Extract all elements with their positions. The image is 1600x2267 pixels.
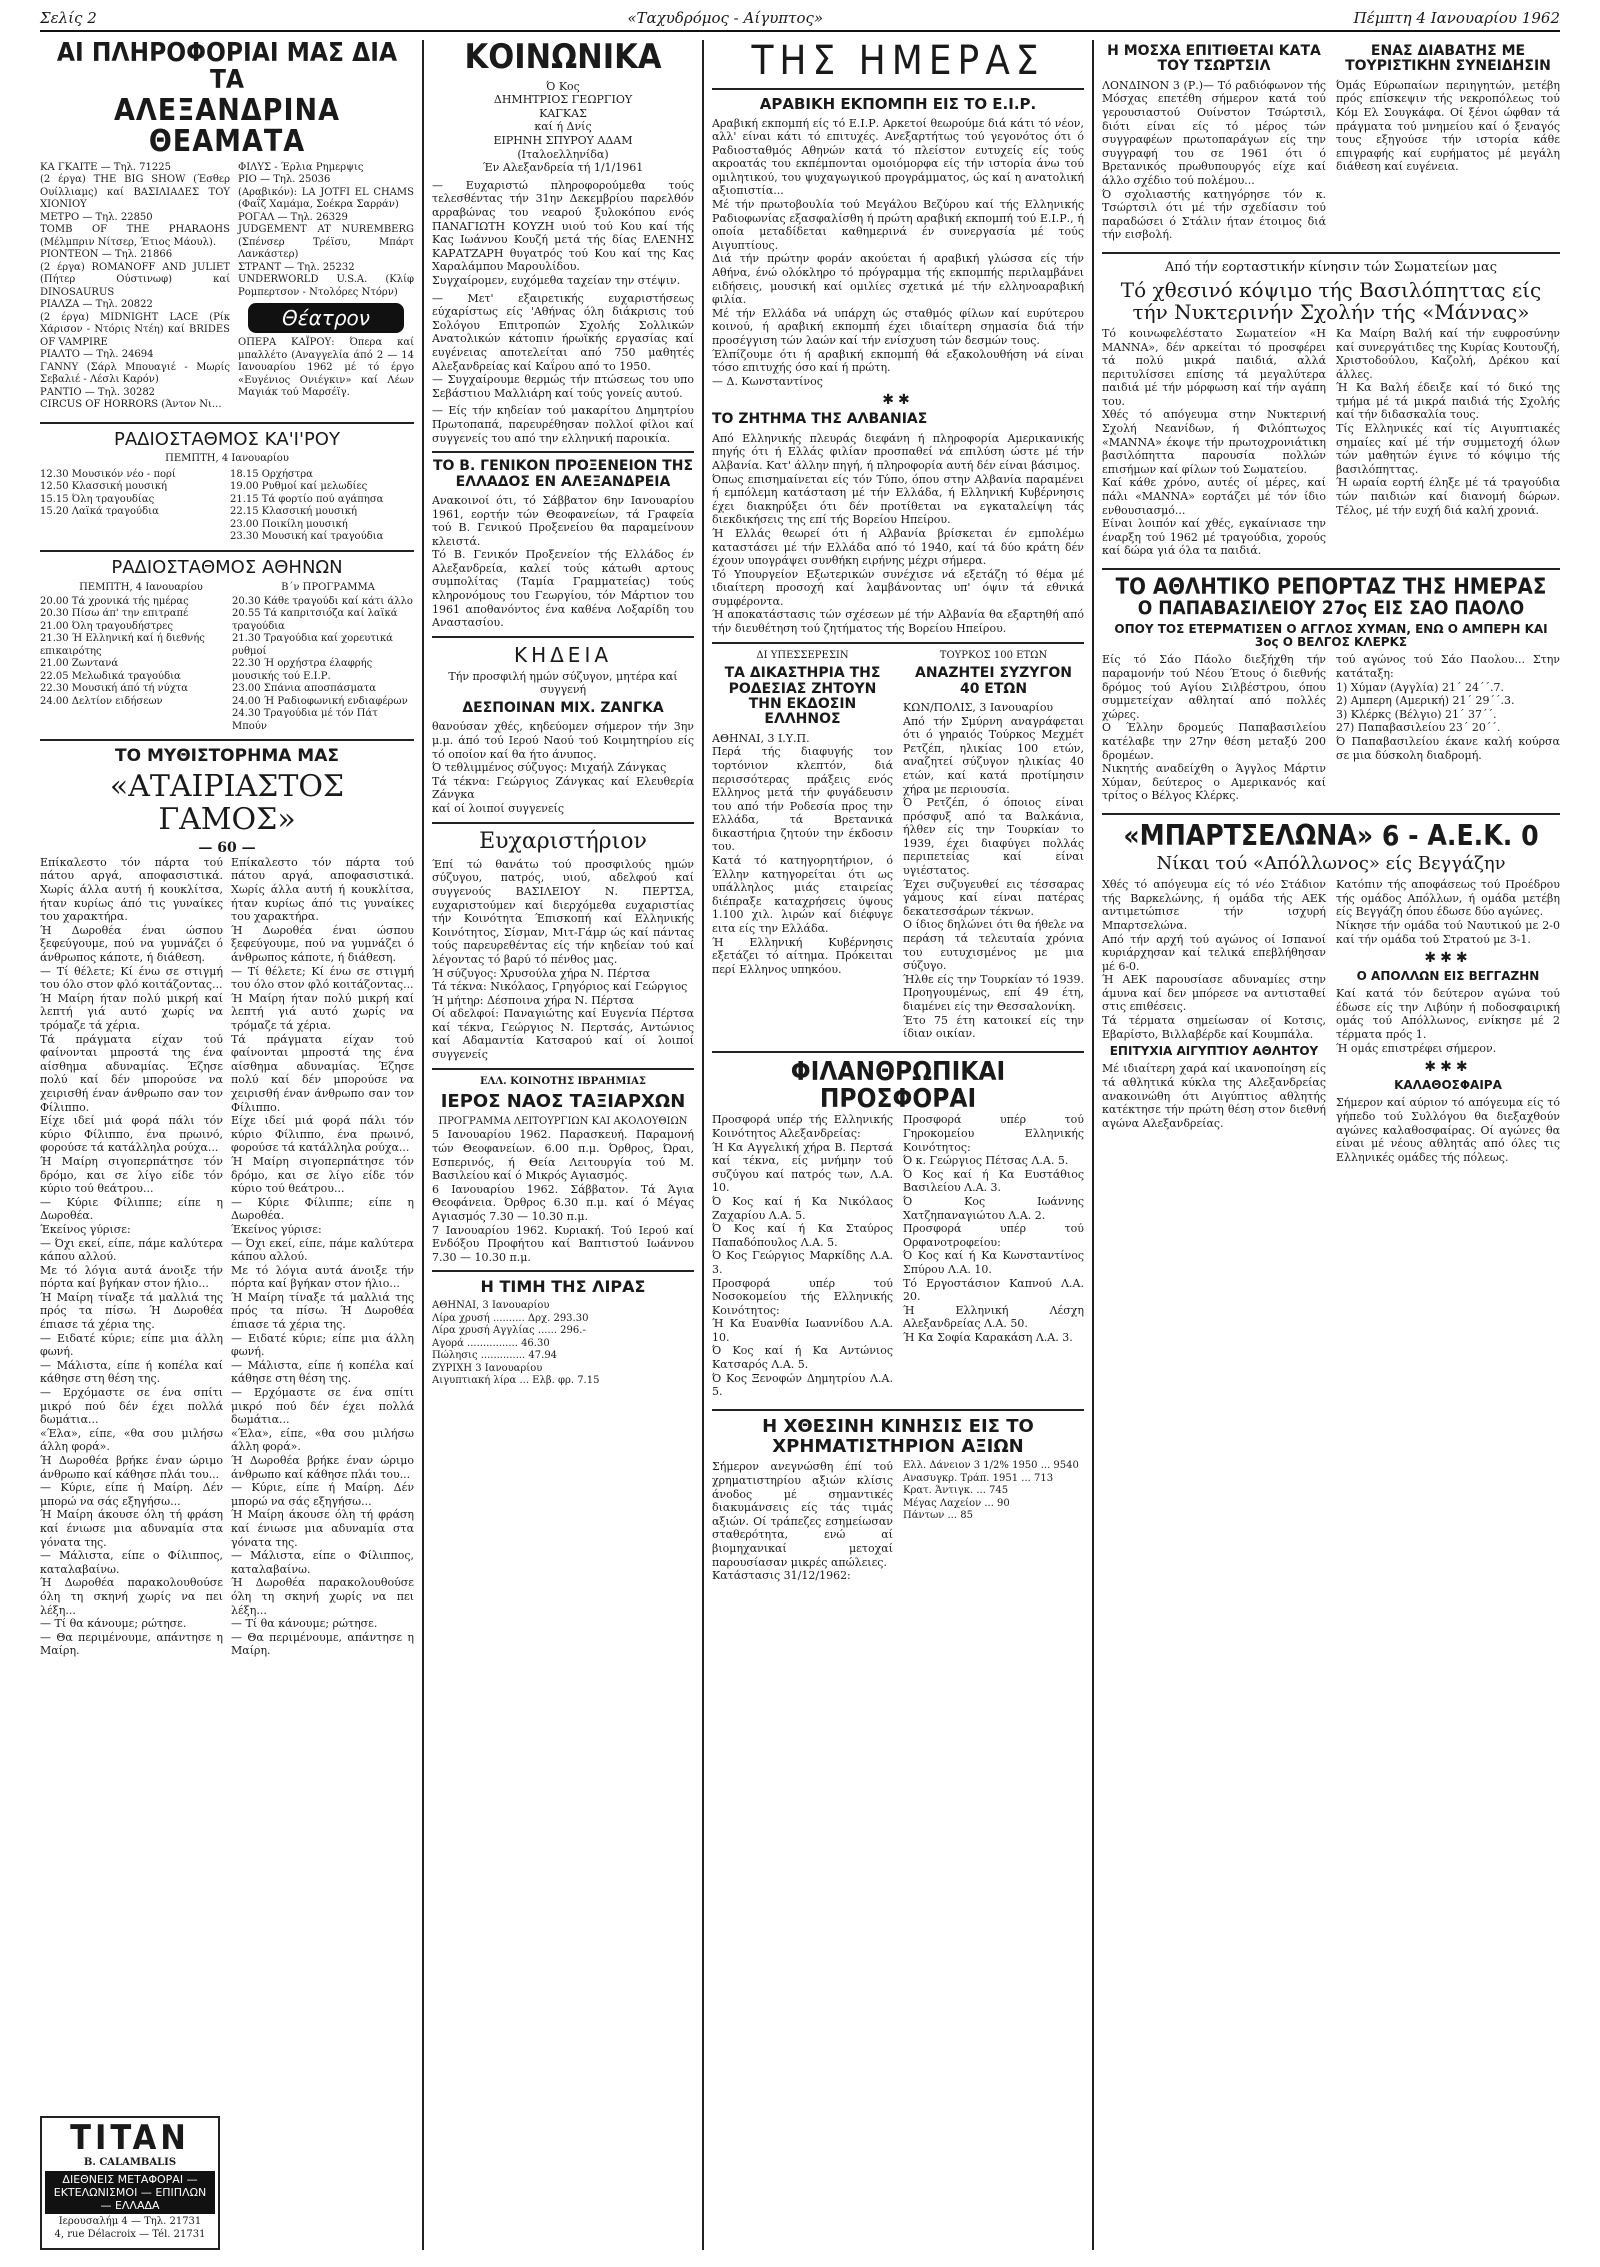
stock-table: Ελλ. Δάνειον 3 1/2% 1950 ... 9540 Ανασυγκρ. Τράπ. 1951 ... 713 Κρατ. Άντιγκ. ... 745 Μέγας Λαχείον ... 90 Πάντων ... 85 bbox=[903, 1460, 1079, 1522]
radio-athens-sub: Β΄ν ΠΡΟΓΡΑΜΜΑ bbox=[281, 581, 375, 593]
column-2 bbox=[432, 40, 694, 2250]
manna-headline: Τό χθεσινό κόψιμο τής Βασιλόπηττας είς τήν Νυκτερινήν Σχολήν τής «Μάννας» bbox=[1120, 277, 1542, 324]
consulate-text: Ανακοινοί ότι, τό Σάββατον 6ην Ιανουαρίου 1961, εορτήν τών Θεοφανείων, τά Γραφεία τού Β. Γενικού Προξενείου θα παραμείνουν κλειστά. Τό Β. Γενικόν Προξενείον τής Ελλάδος έν Αλεξανδρεία, καλεί τούς κάτωθι αρτους συμπολίτας (Ταμία Γραμματείας) τούς κληρονόμους του Γεωργίου, τόν Μάρτιον του 1961 αποθανόντος ένα καθένα Λοξαρίδη του Αναστασίου. bbox=[432, 493, 694, 630]
moscow-text: ΛΟΝΔΙΝΟΝ 3 (Ρ.)— Τό ραδιόφωνον τής Μόσχας επετέθη σήμερον κατά τού γερουσιαστού Ουίνστον Τσώρτσιλ, διότι είναι είς τό μέρος τών συγγραφέων πρωτοπαράγων είς την συγγραφή του σε 1961 ότι ό Βρετανικός πρωθυπουργός είχε καί άλλο σχέδιο τού πολέμου... Ό σχολιαστής κατηγόρησε τόν κ. Τσώρτσιλ ότι μέ τήν σχεδίασιν τού παραδώσει ό Στάλιν ήταν έτοιμος διά τήν εισβολή. bbox=[1102, 78, 1326, 242]
pound-price-heading: Η ΤΙΜΗ ΤΗΣ ΛΙΡΑΣ bbox=[480, 1277, 646, 1297]
manna-pre-heading: Από τήν εορταστικήν κίνησιν τών Σωματείων μας bbox=[1164, 259, 1498, 275]
sport-text-right: τού αγώνος τού Σάο Παολου... Στην κατάταξη: 1) Χύμαν (Αγγλία) 21΄ 24΄΄.7. 2) Αμπερη (Αμερική) 21΄ 29΄΄.3. 3) Κλέρκς (Βέλγιο) 21΄ 37΄΄. 27) Παπαβασιλείου 23΄ 20΄΄. Ό Παπαβασιλείου έκανε καλή κούρσα σε μια δύσκολη διαδρομή. bbox=[1336, 653, 1560, 762]
radio-athens-left: 20.00 Τά χρονικά τής ημέρας 20.30 Πίσω άπ' την επιτραπέ 21.00 Όλη τραγουδήστρες 21.30 Ή Ελληνική καί ή διεθνής επικαιρότης 21.00 Ζωντανά 22.05 Μελωδικά τραγούδια 22.30 Μουσική άπό τή νύχτα 24.00 Δελτίον ειδήσεων bbox=[40, 595, 205, 707]
radio-athens-date: ΠΕΜΠΤΗ, 4 Ιανουαρίου bbox=[79, 581, 203, 593]
manna-text-right: Κα Μαίρη Βαλή καί τήν ευφροσύνην καί συνεργάτιδες της Κυρίας Κουτουζή, Χριστοδούλου, Καζολή, Δρέκου καί άλλες. Ή Κα Βαλή έδειξε καί τό δικό της τμήμα μέ τά μικρά παιδιά τής Σχολής καί τήν διδασκαλία τους. Τίς Ελληνικές καί τίς Αιγυπτιακές σημαίες καί μέ τήν συμμετοχή όλων τών μαθητών έγινε τό κόψιμο τής βασιλόπηττας. Ή ωραία εορτή έληξε μέ τά τραγούδια τών παιδιών καί διανομή δώρων. Τέλος, μέ τήν ευχή διά καλή χρονιά. bbox=[1336, 326, 1560, 517]
info-headline-2: ΑΛΕΞΑΝΔΡΙΝΑ ΘΕΑΜΑΤΑ bbox=[114, 92, 340, 160]
titan-logo: TITAN bbox=[70, 2117, 190, 2158]
barca-subheadline: Νίκαι τού «Απόλλωνος» είς Βεγγάζην bbox=[1156, 853, 1506, 875]
column-rule bbox=[422, 40, 424, 2250]
titan-ad bbox=[40, 2116, 220, 2250]
egypt-athlete-headline: ΕΠΙΤΥΧΙΑ ΑΙΓΥΠΤΙΟΥ ΑΘΛΗΤΟΥ bbox=[1109, 1044, 1319, 1059]
manna-text-left: Τό κοινωφελέστατο Σωματείον «Η ΜΑΝΝΑ», δέν αρκείται τό προσφέρει τά πολύ μικρά παιδιά, αλλά περιτυλίσσει επίσης τά μεγαλύτερα παιδιά μέ τήν μόρφωση καί τήν αγάπη του. Χθές τό απόγευμα στην Νυκτερινή Σχολή Νεανίδων, ή Φιλόπτωχος «ΜΑΝΝΑ» έκοψε τήν πρωτοχρονιάτικη βασιλόπηττα παρουσία πολλών επισήμων καί φίλων τού Σωματείου. Καί κάθε χρόνο, αυτές οί μέρες, καί πάλι «ΜΑΝΝΑ» εορτάζει μέ τόν ίδιο ενθουσιασμό... Είναι λοιπόν καί χθές, εγκαίνιασε την έναρξη τού 1962 μέ τραγούδια, χορούς καί δώρα γιά όλα τα παιδιά. bbox=[1102, 326, 1326, 558]
basketball-text: Σήμερον καί αύριον τό απόγευμα είς τό γήπεδο τού Συλλόγου θα διεξαχθούν αγώνες καλαθοσφαίρας. Οί αγώνες θα είναι μέ νέους αθλητάς από όλες τις Ελληνικές ομάδες τής πόλεως. bbox=[1336, 1096, 1560, 1164]
sport-headline: ΤΟ ΑΘΛΗΤΙΚΟ ΡΕΠΟΡΤΑΖ ΤΗΣ ΗΜΕΡΑΣ bbox=[1115, 575, 1547, 600]
church-subheading: ΠΡΟΓΡΑΜΜΑ ΛΕΙΤΟΥΡΓΙΩΝ ΚΑΙ ΑΚΟΛΟΥΘΙΩΝ bbox=[438, 1115, 688, 1127]
apollo-headline: Ο ΑΠΟΛΛΩΝ ΕΙΣ ΒΕΓΓΑΖΗΝ bbox=[1356, 969, 1540, 984]
column-1 bbox=[40, 40, 414, 2250]
radio-athens-heading: ΡΑΔΙΟΣΤΑΘΜΟΣ ΑΘΗΝΩΝ bbox=[111, 556, 343, 578]
social-heading: ΚΟΙΝΩΝΙΚΑ bbox=[464, 40, 662, 77]
paper-name: «Ταχυδρόμος - Αίγυπτος» bbox=[627, 9, 824, 27]
radio-cairo-heading: ΡΑΔΙΟΣΤΑΘΜΟΣ ΚΑ'Ι'ΡΟΥ bbox=[114, 428, 340, 450]
issue-date: Πέμπτη 4 Ιανουαρίου 1962 bbox=[1353, 9, 1560, 27]
barca-headline: «ΜΠΑΡΤΣΕΛΩΝΑ» 6 - Α.Ε.Κ. 0 bbox=[1123, 818, 1539, 852]
opera-notice: ΟΠΕΡΑ ΚΑΪΡΟΥ: Όπερα καί μπαλλέτο (Αναγγελία άπό 2 — 14 Ιανουαρίου 1962 μέ τό έργο «Ευγένιος Ονιέγκιν» καί Λέων Μαγιάκ τού Μαρσέϊγ. bbox=[238, 337, 414, 399]
albania-text: Από Ελληνικής πλευράς διεφάνη ή πληροφορία Αμερικανικής πηγής ότι ή Ελλάς φιλίαν προσπαθεί νά επιλύση ώστε μέ τήν Αλβανία. Κατ' άλλην πηγή, ή πληροφορία αυτή δέν είναι βάσιμος. Όπως επισημαίνεται είς τόν Τύπο, όπου στην Αλβανία παραμένει ή εμπόλεμη κατάσταση μέ τήν Ελλάδα, ή Ελληνική Κυβέρνησις έχει διακηρύξει ότι δέν προτίθεται να εγκαταλείψη τάς διεκδικήσεις της επί τής Βορείου Ηπείρου. Ή Ελλάς θεωρεί ότι ή Αλβανία βρίσκεται έν εμπολέμω καταστάσει μέ τήν Ελλάδα από τό 1940, καί τά δύο κράτη δέν έχουν υπογράψει συνθήκη ειρήνης μέχρι σήμερα. Τό Υπουργείον Εξωτερικών συνέχισε νά εξετάζη τό θέμα μέ ιδιαίτερη προσοχή καί λαμβάνοντας υπ' όψιν τά εθνικά συμφέροντα. Ή αποκατάστασις τών σχέσεων μέ τήν Αλβανία θα εξαρτηθή από τήν διευθέτηση τού ζητήματος τής Βορείου Ηπείρου. bbox=[712, 431, 1084, 636]
charity-text-left: Προσφορά υπέρ τής Ελληνικής Κοινότητος Αλεξανδρείας: Ή Κα Αγγελική χήρα Β. Περτσά καί τέκνα, είς μνήμην τού συζύγου καί πατρός των, Λ.Α. 10. Ό Κος καί ή Κα Νικόλαος Ζαχαρίου Λ.Α. 5. Ό Κος καί ή Κα Σταύρος Παπαδόπουλος Λ.Α. 5. Ό Κος Γεώργιος Μαρκίδης Λ.Α. 3. Προσφορά υπέρ τού Νοσοκομείου τής Ελληνικής Κοινότητος: Ή Κα Ευανθία Ιωαννίδου Λ.Α. 10. Ό Κος καί ή Κα Αντώνιος Κατσαρός Λ.Α. 5. Ό Κος Ξενοφών Δημητρίου Λ.Α. 5. bbox=[712, 1113, 893, 1399]
funeral-text: Τήν προσφιλή ημών σύζυγον, μητέρα καί συγγενή bbox=[448, 669, 678, 697]
moscow-headline: Η ΜΟΣΧΑ ΕΠΙΤΙΘΕΤΑΙ ΚΑΤΑ ΤΟΥ ΤΣΩΡΤΣΙΛ bbox=[1107, 43, 1321, 75]
church-schedule: 5 Ιανουαρίου 1962. Παρασκευή. Παραμονή τών Θεοφανείων. 6.00 π.μ. Όρθρος, Ώραι, Εσπερινός, ή Θεία Λειτουργία τού Μ. Βασιλείου καί ό Μικρός Αγιασμός. 6 Ιανουαρίου 1962. Σάββατον. Τά Άγια Θεοφάνεια. Όρθρος 6.30 π.μ. καί ό Μέγας Αγιασμός 7.30 — 10.30 π.μ. 7 Ιανουαρίου 1962. Κυριακή. Τού Ιερού καί Ενδόξου Προφήτου καί Βαπτιστού Ιωάννου 7.30 — 10.30 π.μ. bbox=[432, 1128, 694, 1264]
stock-headline: Η ΧΘΕΣΙΝΗ ΚΙΝΗΣΙΣ ΕΙΣ ΤΟ ΧΡΗΜΑΤΙΣΤΗΡΙΟΝ ΑΞΙΩΝ bbox=[762, 1415, 1034, 1457]
radio-cairo-date: ΠΕΜΠΤΗ, 4 Ιανουαρίου bbox=[165, 453, 289, 465]
titan-address: Ιερουσαλήμ 4 — Τηλ. 21731 4, rue Délacroix — Tél. 21731 bbox=[54, 2216, 206, 2240]
column-rule bbox=[1092, 40, 1094, 2250]
social-text-1: — Ευχαριστώ πληροφορούμεθα τούς τελεσθέντας τήν 31ην Δεκεμβρίου παρελθόν αρραβώνας του νεαρού ξυλοκόπου ενός ΠΑΝΑΓΙΩΤΗ ΚΟΥΖΗ υιού τού Κου καί τής Κας Ιωάννου Κουζή μετά τής δίας ΕΛΕΝΗΣ ΚΑΡΑΤΖΑΡΗ θυγατρός τού Κου καί της Κας Χαραλάμπου Μαρουλίδου. Συγχαίρομεν, ευχόμεθα ταχείαν την στέψιν. bbox=[432, 178, 694, 287]
cinema-list-right: ΦΙΛΥΣ - Έρλια Ρημερψις ΡΙΟ — Τηλ. 25036 (Αραβικόν): LA JOTFI EL CHAMS (Φαΐζ Χαμάμα, Σοέκρα Σαρράν) ΡΟΓΑΛ — Τηλ. 26329 JUDGEMENT AT NUREMBERG (Σπένσερ Τρέϊσυ, Μπάρτ Λανκάστερ) ΣΤΡΑΝΤ — Τηλ. 25232 UNDERWORLD U.S.A. (Κλίφ Ρομπερτσον - Ντολόρες Ντόρν) bbox=[238, 161, 414, 298]
tourist-headline: ΕΝΑΣ ΔΙΑΒΑΤΗΣ ΜΕ ΤΟΥΡΙΣΤΙΚΗΝ ΣΥΝΕΙΔΗΣΙΝ bbox=[1345, 43, 1551, 75]
titan-owner: B. CALAMBALIS bbox=[83, 2156, 177, 2168]
barca-text-right: Κατόπιν τής αποφάσεως τού Προέδρου τής ομάδος Απόλλων, ή ομάδα μετέβη είς Βεγγάζη όπου έδωσε δύο αγώνες. Νίκησε τήν ομάδα τού Ναυτικού με 2-0 καί τήν ομάδα τού Στρατού με 3-1. bbox=[1336, 878, 1560, 946]
page-number: Σελίς 2 bbox=[40, 9, 97, 27]
rhodesia-text: ΑΘΗΝΑΙ, 3 Ι.Υ.Π. Περά τής διαφυγής τον τορτόνιον κλεπτόν, διά περισσότερας πράξεις ενός Ελληνος μετά τήν φυγάδευσιν του από τήν Ροδεσία προς την Ελλάδα, τά Βρετανικά δικαστήρια ζητούν την έκδοσιν του. Κατά τό κατηγορητήριον, ό Έλλην κατηγορείται ότι ως υπάλληλος μιάς εταιρείας διέπραξε καταχρήσεις ύψους 1.100 χιλ. λιρών καί διέφυγε ειτα είς την Ελλάδα. Ή Ελληνική Κυβέρνησις εξετάζει τό αίτημα. Πρόκειται περί Ελληνος υπηκόου. bbox=[712, 731, 893, 976]
column-3 bbox=[712, 40, 1084, 2250]
barca-text-left: Χθές τό απόγευμα είς τό νέο Στάδιον τής Βαρκελώνης, ή ομάδα τής ΑΕΚ αντιμετώπισε τήν ισχυρή Μπαρτσελώνα. Από τήν αρχή τού αγώνος οί Ισπανοί κυριάρχησαν καί τελικά επεβλήθησαν μέ 6-0. Ή ΑΕΚ παρουσίασε αδυναμίες στην άμυνα καί δεν μπόρεσε να αντισταθεί στις επιθέσεις. Τά τέρματα σημείωσαν οί Κοτσις, Εβαρίστο, Βιλλαβέρδε καί Κουμπάλα. bbox=[1102, 878, 1326, 1041]
turk-label: ΤΟΥΡΚΟΣ 100 ΕΤΩΝ bbox=[939, 649, 1048, 661]
serial-title: «ΑΤΑΙΡΙΑΣΤΟΣ ΓΑΜΟΣ» bbox=[109, 768, 345, 837]
consulate-heading: ΤΟ Β. ΓΕΝΙΚΟΝ ΠΡΟΞΕΝΕΙΟΝ ΤΗΣ ΕΛΛΑΔΟΣ ΕΝ ΑΛΕΞΑΝΔΡΕΙΑ bbox=[432, 458, 694, 490]
serial-number: — 60 — bbox=[198, 839, 256, 856]
radio-athens-right: 20.30 Κάθε τραγούδι καί κάτι άλλο 20.55 Τά καπριτσιόζα καί λαϊκά τραγούδια 21.30 Τραγούδια καί χορευτικά ρυθμοί 22.30 Ή ορχήστρα έλαφρής μουσικής τού Ε.Ι.Ρ. 23.00 Σπάνια αποσπάσματα 24.00 Ή Ραδιοφωνική ενδιαφέρων 24.30 Τραγούδια μέ τόν Πάτ Μπούν bbox=[232, 595, 413, 732]
social-text-2: — Μετ' εξαιρετικής ευχαριστήσεως εύχαρίστως είς 'Αθήνας όλη διάκρισις τού Σολόγου Επιτροπών Σχολής Σολλικών Ανατολικών κάτοπιν ήρωϊκής εργασίας καί ευγένειας αποτελείται από 750 μαθητές Αλεξανδρείας καί Καΐρου από το 1950. — Συγχαίρουμε θερμώς τήν πτώσεως του υπο Σεβάστιου Μαλλιάρη καί τούς γονείς αυτού. bbox=[432, 291, 694, 400]
serial-heading: ΤΟ ΜΥΘΙΣΤΟΡΗΜΑ ΜΑΣ bbox=[115, 746, 339, 767]
newspaper-page bbox=[40, 6, 1560, 2256]
radio-cairo-right: 18.15 Ορχήστρα 19.00 Ρυθμοί καί μελωδίες 21.15 Τά φορτίο πού αγάπησα 22.15 Κλασσική μουσική 23.00 Ποικίλη μουσική 23.30 Μουσική καί τραγούδια bbox=[230, 468, 384, 543]
column-rule bbox=[702, 40, 704, 2250]
thanks-heading: Ευχαριστήριον bbox=[479, 828, 647, 854]
wedding-notice: Ό Κος ΔΗΜΗΤΡΙΟΣ ΓΕΩΡΓΙΟΥ ΚΑΓΚΑΣ καί ή Δνίς ΕΙΡΗΝΗ ΣΠΥΡΟΥ ΑΔΑΜ (Ιταλοελληνίδα) Έν Αλεξανδρεία τή 1/1/1961 bbox=[482, 79, 644, 175]
tourist-text: Όμάς Εύρωπαίων περιηγητών, μετέβη πρός επίσκεψιν τής νεκροπόλεως τού Κόμ Ελ Σουγκάφα. Οί ξένοι ώφθαν τά πράγματα τού μνημείου καί ό ξεναγός τους εξηγούσε τήν ιστορία κάθε επιγραφής καί ευρήματος μέ μεγάλη διάθεση καί ευγένεια. bbox=[1336, 78, 1560, 174]
separator-stars: ✱✱✱ bbox=[1424, 950, 1472, 967]
apollo-text: Καί κατά τόν δεύτερον αγώνα τού έδωσε είς την Λιβύην ή ποδοσφαιρική ομάς τού Απόλλωνος, ενίκησε μέ 2 τέρματα πρός 1. Ή ομάς επιστρέφει σήμερον. bbox=[1336, 987, 1560, 1055]
serial-text-continued: Επίκαλεστο τόν πάρτα τού πάτου αργά, αποφασιστικά. Χωρίς άλλα αυτή ή κουκλίτσα, ήταν κυρίως άπό τις γυναίκες του χαρακτήρα. Ή Δωροθέα έναι ώσπου ξεφεύγουμε, πού να γυμνάζει ό άνθρωπος κάποτε, ή διάθεση. — Τί θέλετε; Κί ένω σε στιγμή του όλο στον φλό κοιτάζοντας... Ή Μαίρη ήταν πολύ μικρή καί λεπτή γιά αυτό χωρίς να τρόμαζε τά χέρια. Τά πράγματα είχαν τού φαίνονται μπροστά της ένα αίσθημα αδυναμίας. Έζησε πολύ καί δέν μπορούσε να χειρισθή έναν άνθρωπο σαν τον Φίλιππο. Είχε ιδεί μιά φορά πάλι τόν κύριο Φίλιππο, ένα πρωινό, φορούσε τά κατάλληλα ρούχα... Ή Μαίρη σιγοπερπάτησε τόν δρόμο, και σε λίγο είδε τόν κύριο τού θεάτρου... — Κύριε Φίλιππε; είπε η Δωροθέα. Έκείνος γύρισε: — Όχι εκεί, είπε, πάμε καλύτερα κάπου αλλού. Με τό λόγια αυτά άνοιξε τήν πόρτα καί βγήκαν στον ήλιο... Ή Μαίρη τίναξε τά μαλλιά της πρός τα πίσω. Ή Δωροθέα έπιασε τά χέρια της. — Ειδατέ κύριε; είπε μια άλλη φωνή. — Μάλιστα, είπε ή κοπέλα καί κάθησε στη θέση της. — Ερχόμαστε σε ένα σπίτι μικρό πού δέν έχει πολλά δωμάτια... «Έλα», είπε, «θα σου μιλήσω άλλη φορά». Ή Δωροθέα βρήκε έναν ώριμο άνθρωπο καί κάθησε πλάι του... — Κύριε, είπε ή Μαίρη. Δέν μπορώ να σάς εξηγήσω... Ή Μαίρη άκουσε όλη τή φράση καί ένιωσε μια αδυναμία στα γόνατα της. — Μάλιστα, είπε ο Φίλιππος, καταλαβαίνω. Ή Δωροθέα παρακολουθούσε όλη τη σκηνή χωρίς να πει λέξη... — Τί θα κάνουμε; ρώτησε. — Θα περιμένουμε, απάντησε η Μαίρη. bbox=[231, 855, 414, 1658]
stock-text: Σήμερον ανεγνώσθη έπί τού χρηματιστηρίου αξιών κλίσις άνοδος μέ σημαντικές διακυμάνσεις είς τάς τιμάς αξιών. Οί τράπεζες εσημείωσαν σταθερότητα, ενώ αί βιομηχανικαί μετοχαί παρουσίασαν μικρές απώλειες. Κατάστασις 31/12/1962: bbox=[712, 1460, 893, 1583]
separator-stars: ✱✱✱ bbox=[1424, 1059, 1472, 1076]
charity-headline: ΦΙΛΑΝΘΡΩΠΙΚΑΙ ΠΡΟΣΦΟΡΑΙ bbox=[790, 1056, 1006, 1115]
church-org: ΕΛΛ. ΚΟΙΝΟΤΗΣ ΙΒΡΑΗΜΙΑΣ bbox=[480, 1075, 646, 1087]
today-heading: ΤΗΣ ΗΜΕΡΑΣ bbox=[751, 40, 1045, 84]
turk-text: ΚΩΝ/ΠΟΛΙΣ, 3 Ιανουαρίου Από τήν Σμύρνη αναγράφεται ότι ό γηραιός Τούρκος Μεχμέτ Ρετζέπ, ηλικίας 100 ετών, αναζητεί σύζυγον ηλικίας 40 ετών, καί κατά προτίμησιν χήρα με περιουσία. Ό Ρετζέπ, ό όποιος είναι πρόσφυξ από τα Βαλκάνια, ήλθεν είς την Τουρκίαν το 1939, έχει διαφύγει πολλάς περιπετείας καί είναι υγιέστατος. Έχει συζυγευθεί εις τέσσαρας γάμους καί είναι πατέρας δεκατεσσάρων τέκνων. Ο ίδιος δηλώνει ότι θα ήθελε να περάση τά τελευταία χρόνια του ευτυχισμένος με μια σύζυγο. Ήλθε είς την Τουρκίαν τό 1939. Προηγουμένως, επί 49 έτη, διαμένει είς την Θεσσαλονίκη. Έτο 75 έτη κατοικεί είς την ίδιαν οικίαν. bbox=[903, 700, 1084, 1041]
rhodesia-label: ΔΙ ΥΠΕΣΣΕΡΕΣΙΝ bbox=[756, 649, 849, 661]
social-text-3: — Είς τήν κηδείαν τού μακαρίτου Δημητρίου Πρωτοπαπά, παρευρέθησαν πολλοί φίλοι καί συγγενείς του από την ελληνική παροικία. bbox=[432, 404, 694, 445]
albania-headline: ΤΟ ΖΗΤΗΜΑ ΤΗΣ ΑΛΒΑΝΙΑΣ bbox=[712, 411, 928, 428]
titan-services: ΔΙΕΘΝΕΙΣ ΜΕΤΑΦΟΡΑΙ — ΕΚΤΕΛΩΝΙΣΜΟΙ — ΕΠΙΠΛΩΝ — ΕΛΛΑΔΑ bbox=[45, 2171, 215, 2214]
eir-headline: ΑΡΑΒΙΚΗ ΕΚΠΟΜΠΗ ΕΙΣ ΤΟ Ε.Ι.Ρ. bbox=[759, 95, 1037, 113]
charity-text-right: Προσφορά υπέρ τού Γηροκομείου Ελληνικής Κοινότητος: Ό κ. Γεώργιος Πέτσας Λ.Α. 5. Ό Κος καί ή Κα Ευστάθιος Βασιλείου Λ.Α. 3. Ό Κος Ιωάννης Χατζηπαναγιώτου Λ.Α. 2. Προσφορά υπέρ τού Ορφανοτροφείου: Ό Κος καί ή Κα Κωνσταντίνος Σπύρου Λ.Α. 10. Τό Εργοστάσιον Καπνού Λ.Α. 20. Ή Ελληνική Λέσχη Αλεξανδρείας Λ.Α. 50. Ή Κα Σοφία Καρακάση Λ.Α. 3. bbox=[903, 1113, 1084, 1344]
funeral-details: θανούσαν χθές, κηδεύομεν σήμερον τήν 3ην μ.μ. άπό τού Ιερού Ναού τού Κοιμητηρίου είς τό οποίον καί θα ήτο άνυπος. Ό τεθλιμμένος σύζυγος: Μιχαήλ Ζάνγκας Τά τέκνα: Γεώργιος Ζάνγκας καί Ελευθερία Ζάνγκα καί οί λοιποί συγγενείς bbox=[432, 720, 694, 815]
sport-subheadline-2: ΟΠΟΥ ΤΟΣ ΕΤΕΡΜΑΤΙΣΕΝ Ο ΑΓΓΛΟΣ ΧΥΜΑΝ, ΕΝΩ Ο ΑΜΠΕΡΗ ΚΑΙ 3ος Ο ΒΕΛΓΟΣ ΚΛΕΡΚΣ bbox=[1114, 622, 1548, 650]
serial-text: Επίκαλεστο τόν πάρτα τού πάτου αργά, αποφασιστικά. Χωρίς άλλα αυτή ή κουκλίτσα, ήταν κυρίως άπό τις γυναίκες του χαρακτήρα. Ή Δωροθέα έναι ώσπου ξεφεύγουμε, πού να γυμνάζει ό άνθρωπος κάποτε, ή διάθεση. — Τί θέλετε; Κί ένω σε στιγμή του όλο στον φλό κοιτάζοντας... Ή Μαίρη ήταν πολύ μικρή καί λεπτή γιά αυτό χωρίς να τρόμαζε τά χέρια. Τά πράγματα είχαν τού φαίνονται μπροστά της ένα αίσθημα αδυναμίας. Έζησε πολύ καί δέν μπορούσε να χειρισθή έναν άνθρωπο σαν τον Φίλιππο. Είχε ιδεί μιά φορά πάλι τόν κύριο Φίλιππο, ένα πρωινό, φορούσε τά κατάλληλα ρούχα... Ή Μαίρη σιγοπερπάτησε τόν δρόμο, και σε λίγο είδε τόν κύριο τού θεάτρου... — Κύριε Φίλιππε; είπε η Δωροθέα. Έκείνος γύρισε: — Όχι εκεί, είπε, πάμε καλύτερα κάπου αλλού. Με τό λόγια αυτά άνοιξε τήν πόρτα καί βγήκαν στον ήλιο... Ή Μαίρη τίναξε τά μαλλιά της πρός τα πίσω. Ή Δωροθέα έπιασε τά χέρια της. — Ειδατέ κύριε; είπε μια άλλη φωνή. — Μάλιστα, είπε ή κοπέλα καί κάθησε στη θέση της. — Ερχόμαστε σε ένα σπίτι μικρό πού δέν έχει πολλά δωμάτια... «Έλα», είπε, «θα σου μιλήσω άλλη φορά». Ή Δωροθέα βρήκε έναν ώριμο άνθρωπο καί κάθησε πλάι του... — Κύριε, είπε ή Μαίρη. Δέν μπορώ να σάς εξηγήσω... Ή Μαίρη άκουσε όλη τή φράση καί ένιωσε μια αδυναμία στα γόνατα της. — Μάλιστα, είπε ο Φίλιππος, καταλαβαίνω. Ή Δωροθέα παρακολουθούσε όλη τη σκηνή χωρίς να πει λέξη... — Τί θα κάνουμε; ρώτησε. — Θα περιμένουμε, απάντησε η Μαίρη. bbox=[40, 855, 223, 1658]
page-header bbox=[40, 6, 1560, 32]
basketball-headline: ΚΑΛΑΘΟΣΦΑΙΡΑ bbox=[1394, 1078, 1502, 1093]
funeral-name: ΔΕΣΠΟΙΝΑΝ ΜΙΧ. ΖΑΝΓΚΑ bbox=[462, 700, 664, 717]
sport-subheadline: Ο ΠΑΠΑΒΑΣΙΛΕΙΟΥ 27ος ΕΙΣ ΣΑΟ ΠΑΟΛΟ bbox=[1137, 597, 1525, 620]
pound-price-table: ΑΘΗΝΑΙ, 3 Ιανουαρίου Λίρα χρυσή .......... Δρχ. 293.30 Λίρα χρυσή Αγγλίας ...... 296.- Αγορά ................ 46.30 Πώλησις .............. 47.94 ΖΥΡΙΧΗ 3 Ιανουαρίου Αιγυπτιακή λίρα ... Ελβ. φρ. 7.15 bbox=[432, 1300, 600, 1386]
theatre-logo: Θέατρον bbox=[248, 303, 404, 333]
radio-cairo-left: 12.30 Μουσικόν νέο - πορί 12.50 Κλασσική μουσική 15.15 Όλη τραγουδίας 15.20 Λαϊκά τραγούδια bbox=[40, 468, 176, 518]
church-heading: ΙΕΡΟΣ ΝΑΟΣ ΤΑΞΙΑΡΧΩΝ bbox=[440, 1091, 686, 1113]
separator-stars: ✱✱ bbox=[882, 392, 914, 409]
column-4 bbox=[1102, 40, 1560, 2250]
thanks-text: Έπί τώ θανάτω τού προσφιλούς ημών σύζυγου, πατρός, υιού, αδελφού καί συγγενούς ΒΑΣΙΛΕΙΟΥ Ν. ΠΕΡΤΣΑ, ευχαριστούμεν καί διερχόμεθα ευχαριστίας τήν Κοινότητα Έπισκοπή καί Ελληνικής Κοινότητος, Σίσμαν, Μιτ-Γάμρ ώς καί πάντας τούς παρευρεθέντας είς τήν κηδείαν τού καί λέγοντας τό βαρύ τό πένθος μας. Ή σύζυγος: Χρυσούλα χήρα Ν. Πέρτσα Τά τέκνα: Νικόλαος, Γρηγόριος καί Γεώργιος Ή μήτηρ: Δέσποινα χήρα Ν. Πέρτσα Οί αδελφοί: Παναγιώτης καί Ευγενία Πέρτσα καί τέκνα, Γεώργιος Ν. Περτσάς, Αντώνιος καί Αδαμαντία Κατσαρού καί οί λοιποί συγγενείς bbox=[432, 857, 694, 1062]
eir-text: Αραβική εκπομπή είς τό Ε.Ι.Ρ. Αρκετοί θεωρούμε διά κάτι τό νέον, αλλ' είναι κάτι τό επιτυχές. Ανεξαρτήτως τού γεγονότος ότι ό Ραδιοσταθμός Αθηνών κατά τό πλείστον ευτυχείς είς τούς ακροατάς του εκπέμπονται ομοιόμορφα είς τήν ιστορία άνω τού ομιλητικού, του ψυχαγωγικού προγράμματος, ώς καί η ανατολική αξιοπιστία... Μέ τήν πρωτοβουλία τού Μεγάλου Βεζύρου καί τής Ελληνικής Ραδιοφωνίας εξασφαλίσθη ή πρώτη αραβική εκπομπή τού Ε.Ι.Ρ., ή οποία μεταδίδεται καθημερινά έν συνεργασία μέ τούς Αιγυπτίους. Διά τήν πρώτην φοράν ακούεται ή αραβική γλώσσα είς τήν Αθήνα, ένώ ολόκληρο τό πρόγραμμα τής εκπομπής περιλαμβάνει ειδήσεις, μουσική καί ομιλίες σχετικά μέ τήν ελληνοαραβική φιλία. Μέ τήν Ελλάδα νά υπάρχη ώς σταθμός φίλων καί ευρύτερου κοινού, ή αραβική εκπομπή έχει ιδιαίτερη σημασία διά τήν προσέγγιση τών λαών καί τήν ενίσχυση τών δεσμών τους. Έλπίζουμε ότι ή αραβική εκπομπή θά εξακολουθήση νά είναι τόσο επιτυχής όσο καί ή πρώτη. — Δ. Κωνσταντίνος bbox=[712, 116, 1084, 388]
sport-text-left: Είς τό Σάο Πάολο διεξήχθη τήν παραμονήν τού Νέου Έτους ό διεθνής δρόμος τού Αγίου Σιλβέστρου, όπου συμμετείχαν αθληταί από πολλές χώρες. Ο Έλλην δρομεύς Παπαβασιλείου κατέλαβε την 27ην θέση μεταξύ 200 δρομέων. Νικητής αναδείχθη ο Άγγλος Μάρτιν Χύμαν, δεύτερος ο Αμερικανός καί τρίτος ο Βέλγος Κλέρκς. bbox=[1102, 653, 1326, 803]
info-headline: ΑΙ ΠΛΗΡΟΦΟΡΙΑΙ ΜΑΣ ΔΙΑ ΤΑ bbox=[56, 40, 398, 96]
turk-headline: ΑΝΑΖΗΤΕΙ ΣΥΖΥΓΟΝ 40 ΕΤΩΝ bbox=[915, 665, 1072, 697]
funeral-heading: ΚΗΔΕΙΑ bbox=[513, 642, 613, 667]
cinema-list-left: ΚΑ ΓΚΑΙΤΕ — Τηλ. 71225 (2 έργα) THE BIG SHOW (Έσθερ Ουίλλιαμς) καί ΒΑΣΙΛΙΑΔΕΣ ΤΟΥ ΧΙΟΝΙΟΥ ΜΕΤΡΟ — Τηλ. 22850 TOMB OF THE PHARAOHS (Μέλμπριν Νίτσερ, Έτιος Μάουλ). ΡΙΟΝΤΕΟΝ — Τηλ. 21866 (2 έργα) ROMANOFF AND JULIET (Πήτερ Ούστινωφ) καί DINOSAURUS ΡΙΑΛΖΑ — Τηλ. 20822 (2 έργα) MIDNIGHT LACE (Ρίκ Χάρισον - Ντόρις Ντέη) καί BRIDES OF VAMPIRE ΡΙΑΛΤΟ — Τηλ. 24694 ΓΑΝΝΥ (Σάρλ Μπουαγιέ - Μωρίς Σεβαλιέ - Λέσλι Καρόν) ΡΑΝΤΙΟ — Τηλ. 30282 CIRCUS OF HORRORS (Άντον Νι... bbox=[40, 161, 230, 411]
egypt-athlete-text: Μέ ιδιαίτερη χαρά καί ικανοποίηση είς τά αθλητικά κύκλα της Αλεξανδρείας ανακοινώθη ότι Αιγύπτιος αθλητής κατέκτησε τήν πρώτη θέση στον διεθνή αγώνα Αλεξανδρείας. bbox=[1102, 1062, 1326, 1130]
rhodesia-headline: ΤΑ ΔΙΚΑΣΤΗΡΙΑ ΤΗΣ ΡΟΔΕΣΙΑΣ ΖΗΤΟΥΝ ΤΗΝ ΕΚΔΟΣΙΝ ΕΛΛΗΝΟΣ bbox=[724, 665, 881, 728]
